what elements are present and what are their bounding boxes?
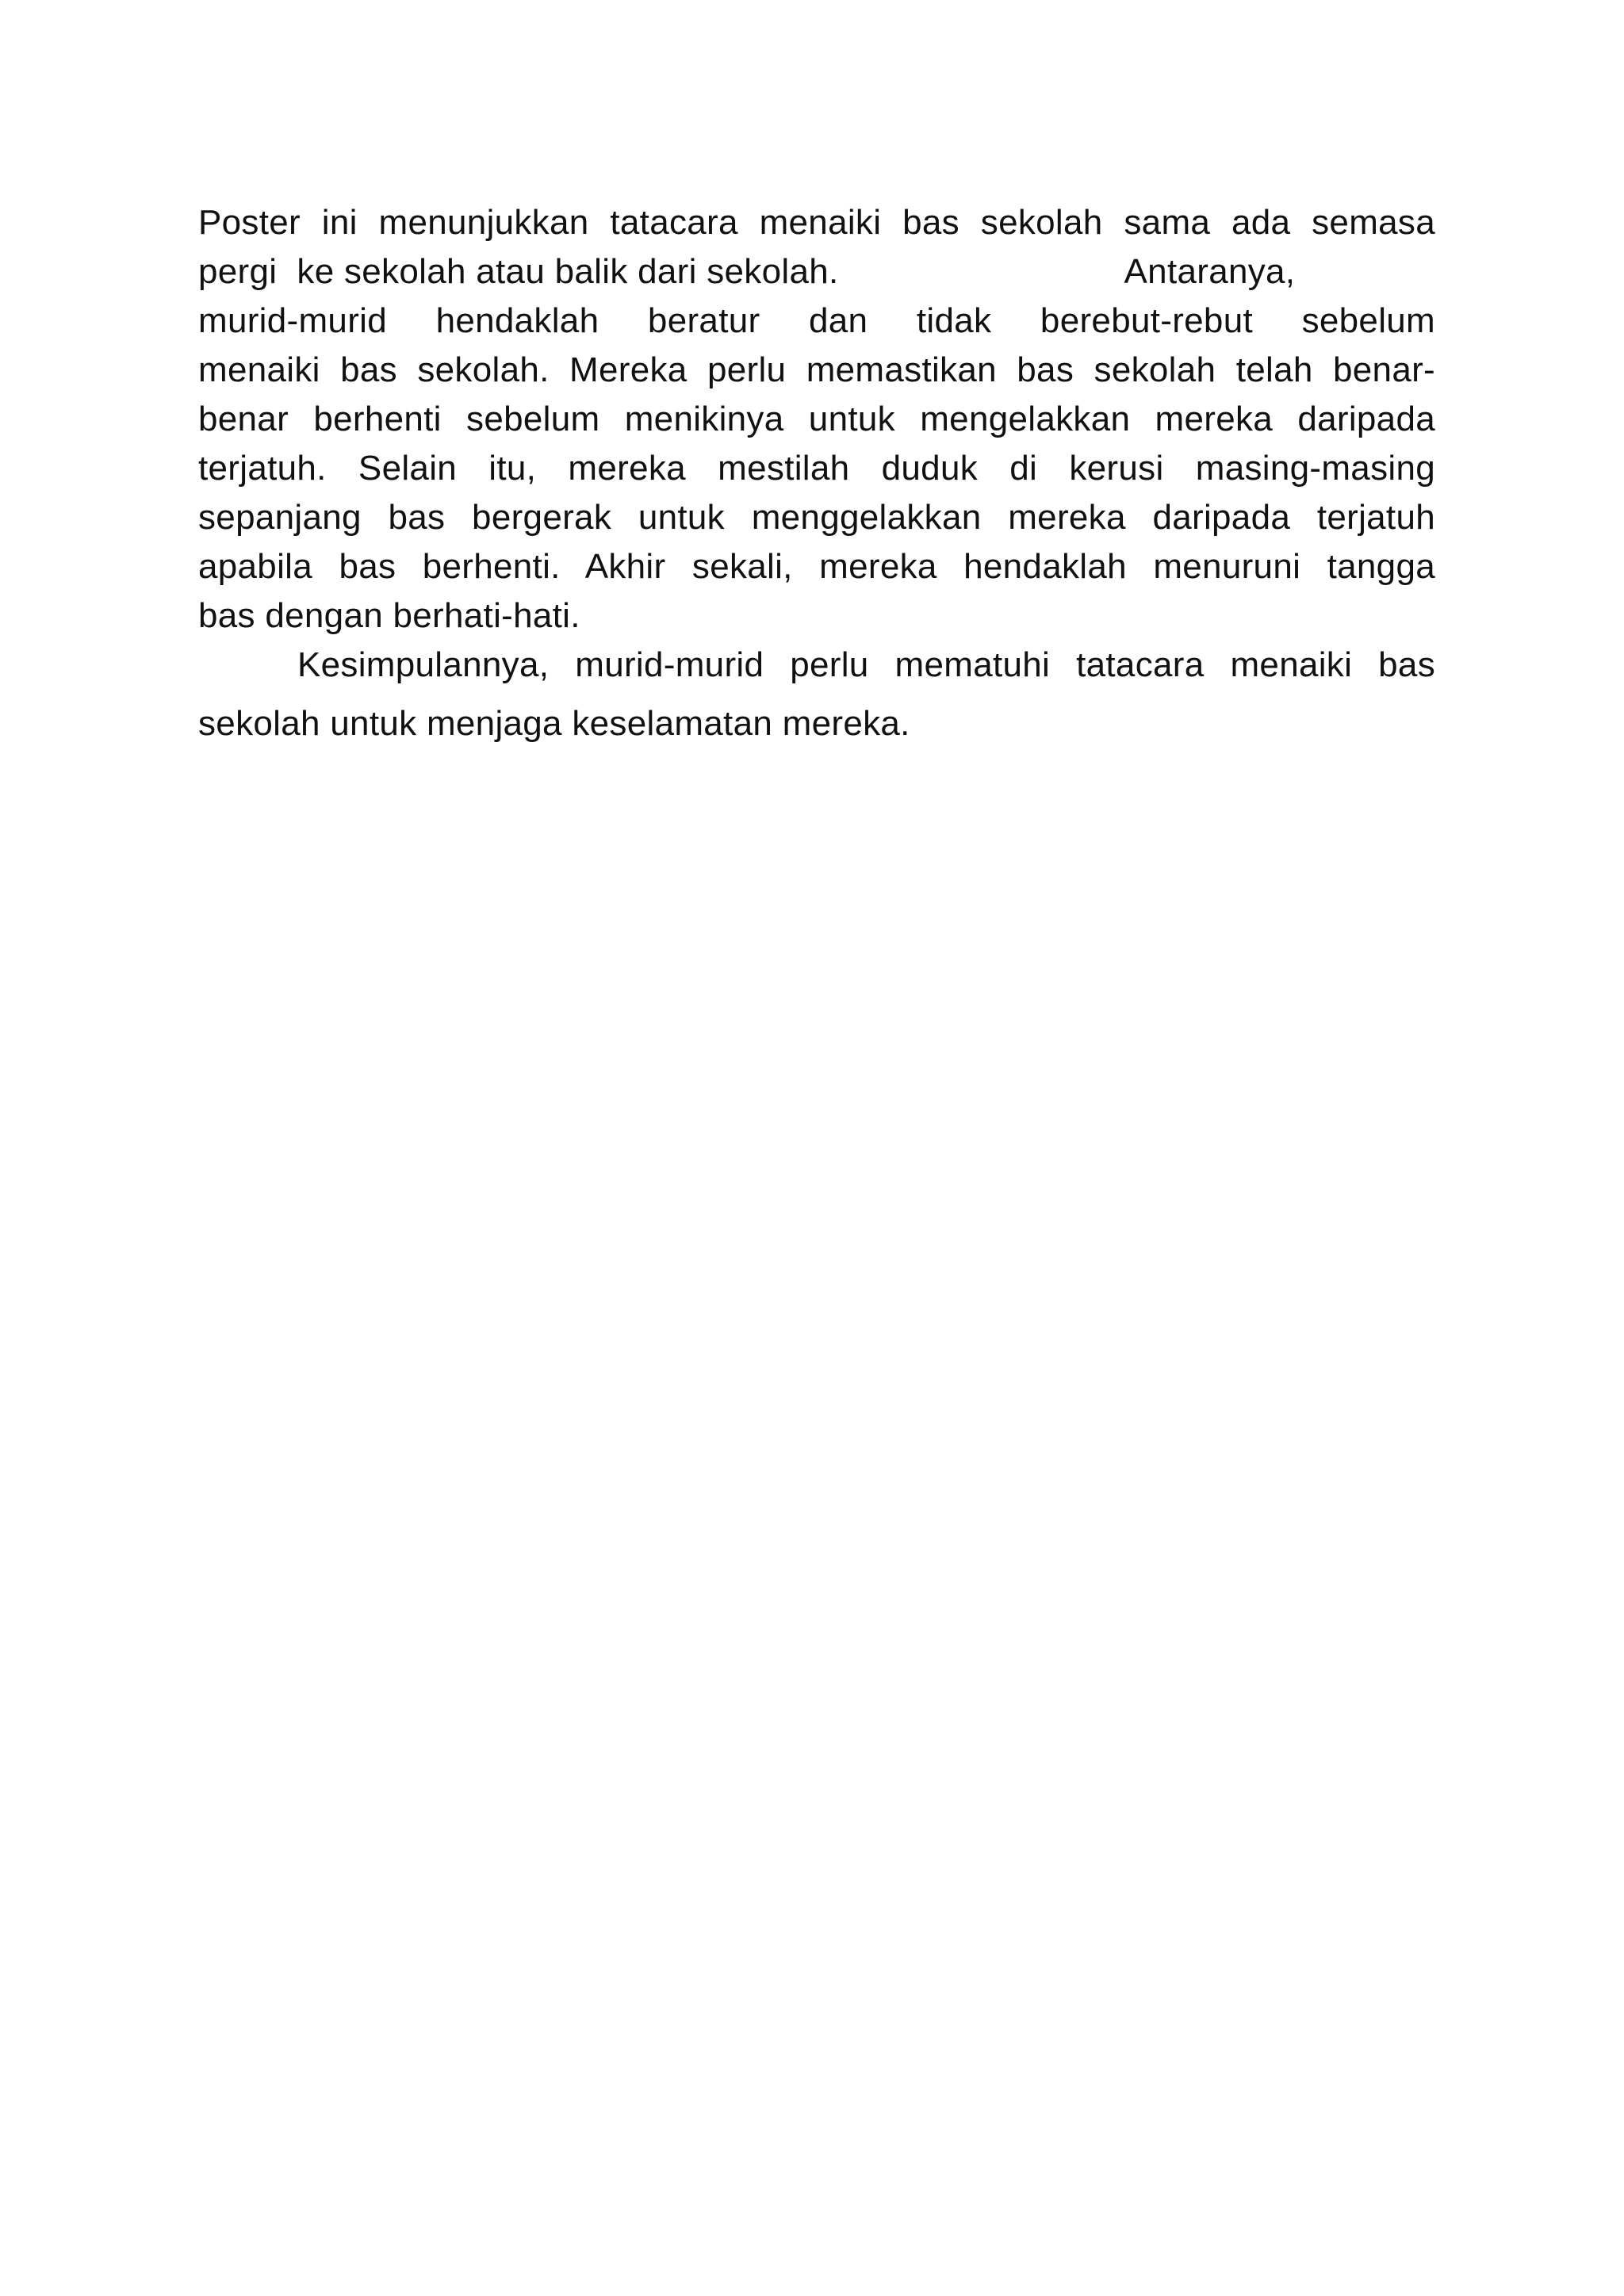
text-line: terjatuh. Selain itu, mereka mestilah duduk di kerusi masing-masing (198, 449, 1435, 488)
text-segment: pergi ke sekolah atau balik dari sekolah. (198, 252, 839, 291)
text-line: benar berhenti sebelum menikinya untuk mengelakkan mereka daripada (198, 400, 1435, 438)
text-line: Kesimpulannya, murid-murid perlu mematuhi tatacara menaiki bas (297, 645, 1435, 684)
paragraph-conclusion (198, 641, 1435, 748)
text-line: sekolah untuk menjaga keselamatan mereka. (198, 704, 910, 743)
text-line (198, 247, 1435, 297)
paragraph-intro (198, 198, 1435, 641)
text-line: menaiki bas sekolah. Mereka perlu memastikan bas sekolah telah benar- (198, 350, 1435, 389)
text-segment: Antaranya, (1124, 252, 1296, 291)
document-body (198, 198, 1435, 748)
text-line: apabila bas berhenti. Akhir sekali, mereka hendaklah menuruni tangga (198, 547, 1435, 586)
text-line: murid-murid hendaklah beratur dan tidak berebut-rebut sebelum (198, 301, 1435, 340)
text-line: bas dengan berhati-hati. (198, 596, 580, 635)
text-line: sepanjang bas bergerak untuk menggelakkan mereka daripada terjatuh (198, 498, 1435, 537)
text-line: Poster ini menunjukkan tatacara menaiki bas sekolah sama ada semasa (198, 203, 1435, 242)
